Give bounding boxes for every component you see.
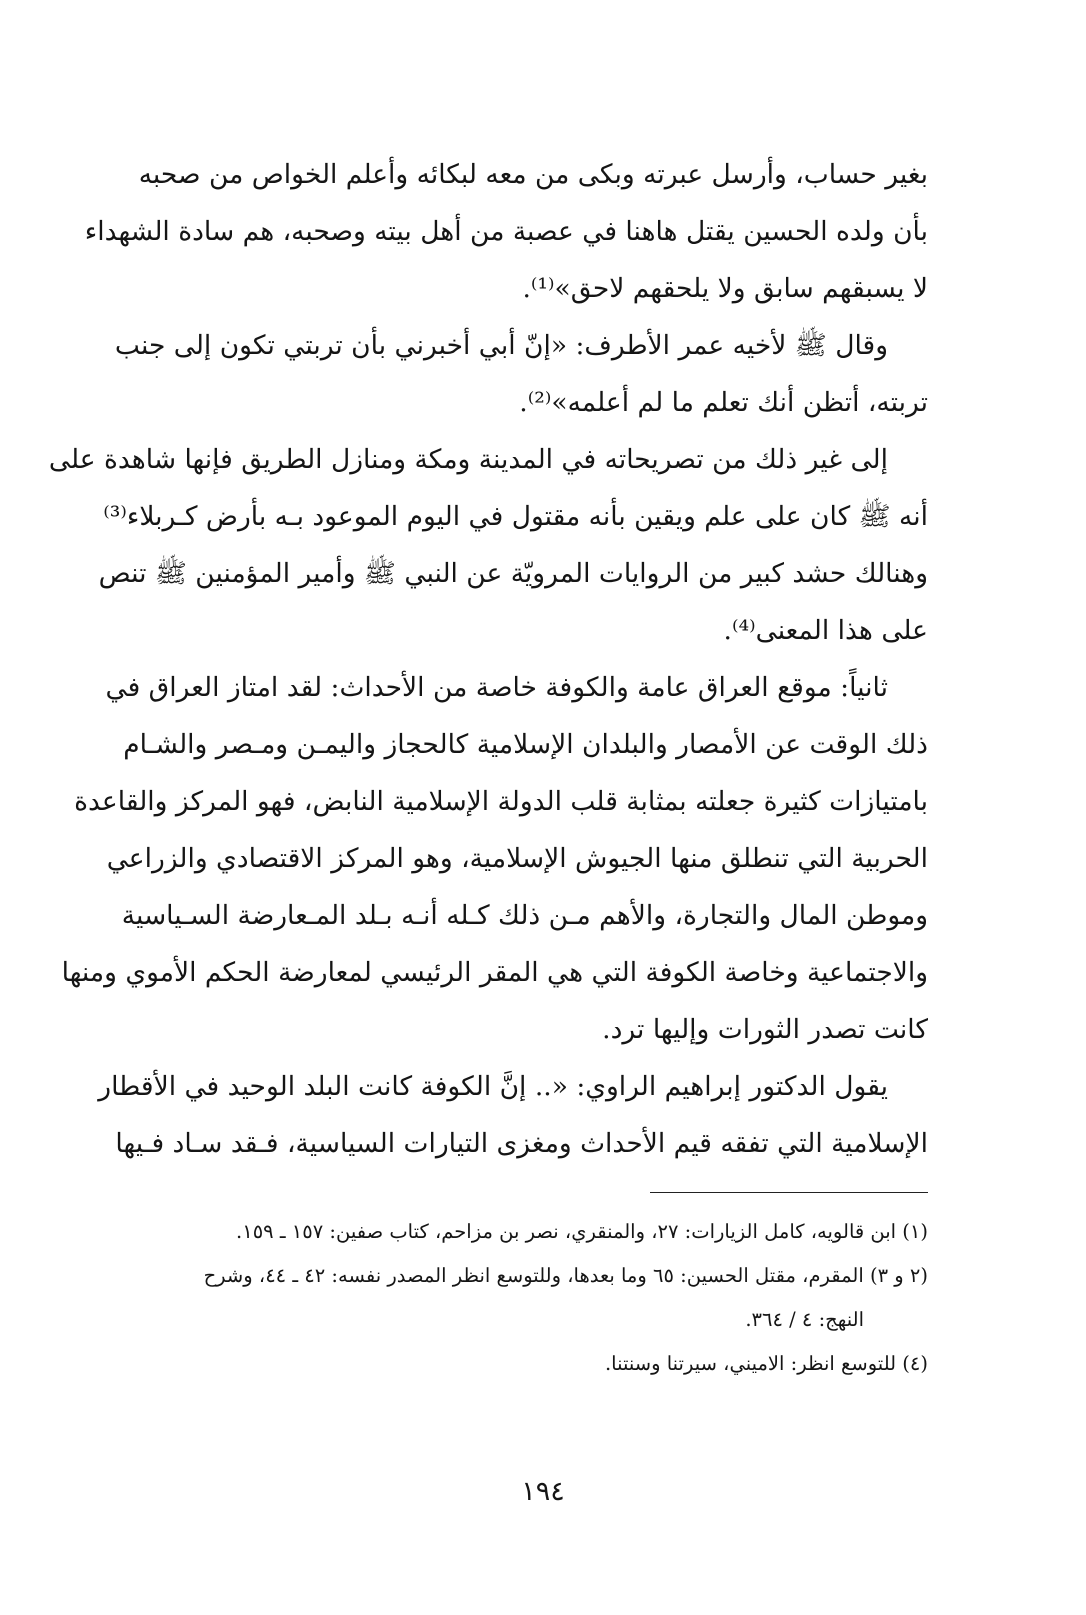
body-line-18: الإسلامية التي تفقه قيم الأحداث ومغزى التيارات السياسية، فـقد سـاد فـيها bbox=[115, 1128, 928, 1159]
footnote-2-3-continuation: النهج: ٤ / ٣٦٤. bbox=[745, 1308, 864, 1331]
body-line-5: تربته، أتظن أنك تعلم ما لم أعلمه»⁽²⁾. bbox=[519, 387, 928, 418]
body-line-13: الحربية التي تنطلق منها الجيوش الإسلامية، وهو المركز الاقتصادي والزراعي bbox=[106, 843, 928, 874]
body-line-8: وهنالك حشد كبير من الروايات المرويّة عن النبي ﷺ وأمير المؤمنين ﷺ تنص bbox=[98, 558, 928, 589]
body-line-17: يقول الدكتور إبراهيم الراوي: «.. إنَّ الكوفة كانت البلد الوحيد في الأقطار bbox=[98, 1071, 888, 1102]
body-line-4: وقال ﷺ لأخيه عمر الأطرف: «إنّ أبي أخبرني بأن تربتي تكون إلى جنب bbox=[114, 330, 888, 361]
body-line-9: على هذا المعنى⁽⁴⁾. bbox=[723, 615, 928, 646]
body-line-7: أنه ﷺ كان على علم ويقين بأنه مقتول في اليوم الموعود بـه بأرض كـربلاء⁽³⁾ bbox=[103, 501, 928, 532]
footnotes bbox=[102, 1210, 928, 1386]
page-number: ١٩٤ bbox=[521, 1476, 565, 1507]
body-line-11: ذلك الوقت عن الأمصار والبلدان الإسلامية كالحجاز واليمـن ومـصر والشـام bbox=[123, 729, 928, 760]
body-line-1: بغير حساب، وأرسل عبرته وبكى من معه لبكائه وأعلم الخواص من صحبه bbox=[138, 159, 928, 190]
footnote-separator bbox=[650, 1192, 928, 1193]
body-line-12: بامتيازات كثيرة جعلته بمثابة قلب الدولة الإسلامية النابض، فهو المركز والقاعدة bbox=[74, 786, 928, 817]
body-line-15: والاجتماعية وخاصة الكوفة التي هي المقر الرئيسي لمعارضة الحكم الأموي ومنها bbox=[61, 957, 928, 988]
body-line-3: لا يسبقهم سابق ولا يلحقهم لاحق»⁽¹⁾. bbox=[522, 273, 928, 304]
footnote-1: (١) ابن قالويه، كامل الزيارات: ٢٧، والمنقري، نصر بن مزاحم، كتاب صفين: ١٥٧ ـ ١٥٩. bbox=[236, 1220, 928, 1243]
body-line-10: ثانياً: موقع العراق عامة والكوفة خاصة من الأحداث: لقد امتاز العراق في bbox=[105, 672, 888, 703]
footnote-2-3: (٢ و ٣) المقرم، مقتل الحسين: ٦٥ وما بعدها، وللتوسع انظر المصدر نفسه: ٤٢ ـ ٤٤، وشرح bbox=[203, 1264, 928, 1287]
body-line-14: وموطن المال والتجارة، والأهم مـن ذلك كـله أنـه بـلد المـعارضة السـياسية bbox=[121, 900, 928, 931]
body-line-2: بأن ولده الحسين يقتل هاهنا في عصبة من أهل بيته وصحبه، هم سادة الشهداء bbox=[84, 216, 928, 247]
body-line-16: كانت تصدر الثورات وإليها ترد. bbox=[602, 1014, 928, 1045]
body-line-6: إلى غير ذلك من تصريحاته في المدينة ومكة ومنازل الطريق فإنها شاهدة على bbox=[48, 444, 888, 475]
footnote-4: (٤) للتوسع انظر: الاميني، سيرتنا وسنتنا. bbox=[604, 1352, 928, 1375]
body-text bbox=[48, 146, 928, 1172]
